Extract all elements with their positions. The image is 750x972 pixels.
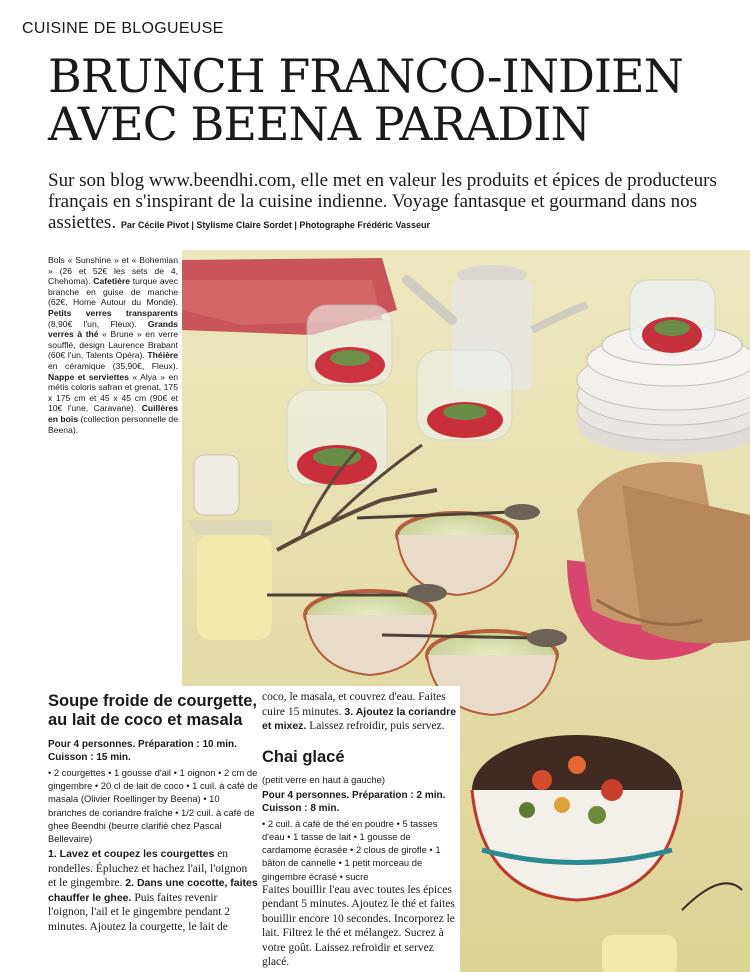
intro-text: Sur son blog www.beendhi.com, elle met en valeur les produits et épices de producteurs français en s'inspirant de la cuisine indienne. Voyage fantasque et gourmand dans nos assiettes. xyxy=(48,170,717,233)
recipe1-title: Soupe froide de courgette, au lait de coco et masala xyxy=(48,692,258,729)
recipe1-meta-prep: Pour 4 personnes. Préparation : 10 min. xyxy=(48,739,237,750)
intro-paragraph xyxy=(48,170,748,236)
sidebar-p3: (8,90€ l'un, Fleux). xyxy=(48,318,137,329)
recipe1-step3-bold: 3. Ajoutez la coriandre et mixez. xyxy=(262,705,457,732)
recipe2-title: Chai glacé xyxy=(262,747,345,766)
recipe1-step3: Laissez refroidir, puis servez. xyxy=(309,720,445,732)
sidebar-p7: (collection personnelle de Beena). xyxy=(48,413,178,435)
sidebar-p4: « Brune » en verre soufflé, design Laurence Brabant (60€ l'un, Talents Opéra). xyxy=(48,329,178,361)
sidebar-p2: turque avec branche en guise de manche (62€, Home Autour du Monde). xyxy=(48,276,179,308)
title-line-2: AVEC BEENA PARADIN xyxy=(48,97,590,151)
recipe2-meta-cook: Cuisson : 8 min. xyxy=(262,802,340,814)
recipe1-step2-bold: 2. Dans une cocotte, faites chauffer le ghee. xyxy=(48,877,258,904)
sidebar-p6: « Alya » en métis coloris safran et grenat, 175 x 175 cm et 45 x 45 cm (90€ et 10€ l'une, Caravane). xyxy=(48,371,179,414)
recipe2-subtitle: (petit verre en haut à gauche) xyxy=(262,773,385,785)
credits: Par Cécile Pivot | Stylisme Claire Sordet | Photographe Frédéric Vasseur xyxy=(120,220,430,230)
recipe1-steps xyxy=(48,847,258,934)
sidebar-p5-bold: Théière xyxy=(147,350,178,361)
title-line-1: BRUNCH FRANCO-INDIEN xyxy=(48,49,683,103)
section-label: CUISINE DE BLOGUEUSE xyxy=(22,20,224,37)
recipe1-continuation xyxy=(262,690,462,734)
recipe2-ingredients: • 2 cuil. à café de thé en poudre • 5 tasses d'eau • 1 tasse de lait • 1 gousse de cardamome écrasée • 2 clous de girofle • 1 bâton de cannelle • 1 petit morceau de gingembre écrasé • sucre xyxy=(262,817,441,882)
sidebar-p5: en céramique (35,90€, Fleux). xyxy=(48,360,178,371)
recipe-column-2 xyxy=(262,690,462,970)
recipe1-meta-cook: Cuisson : 15 min. xyxy=(48,752,131,763)
recipe-soupe xyxy=(48,692,258,934)
recipe2-steps: Faites bouillir l'eau avec toutes les épices pendant 5 minutes. Ajoutez le thé et faites bouillir encore 10 secondes. Incorporez le lait. Filtrez le thé et mélangez. Sucrez à votre goût. Laissez refroidir et servez glacé. xyxy=(262,883,455,969)
recipe1-step2: Puis faites revenir l'oignon, l'ail et le gingembre pendant 2 minutes. Ajoutez la courgette, le lait de xyxy=(48,891,231,933)
recipe1-ingredients: • 2 courgettes • 1 gousse d'ail • 1 oignon • 2 cm de gingembre • 20 cl de lait de coco • 1 cuil. à café de masala (Olivier Roellinger by Beena) • 10 branches de coriandre fraîche • 1/2 cuil. à café de ghee Beendhi (beurre clarifié chez Pascal Bellevaire) xyxy=(48,767,258,845)
sidebar-p3-bold: Petits verres transparents xyxy=(48,307,178,318)
recipe1-cont: coco, le masala, et couvrez d'eau. Faites cuire 15 minutes. xyxy=(262,691,446,718)
recipe1-step1-bold: 1. Lavez et coupez les courgettes xyxy=(48,848,215,861)
sidebar-p2-bold: Cafetière xyxy=(93,276,131,287)
sidebar-p1: Bols « Sunshine » et « Bohemian » (26 et 52€ les sets de 4, Chehoma). xyxy=(48,255,178,287)
sidebar-credits xyxy=(48,255,178,435)
sidebar-p7-bold: Cuillères en bois xyxy=(48,403,179,424)
recipe1-step1: en rondelles. Épluchez et hachez l'ail, l'oignon et le gingembre. xyxy=(48,848,248,890)
sidebar-p4-bold: Grands verres à thé xyxy=(48,318,179,340)
page-title xyxy=(48,49,683,151)
recipe2-meta-prep: Pour 4 personnes. Préparation : 2 min. xyxy=(262,789,446,801)
sidebar-p6-bold: Nappe et serviettes xyxy=(48,371,129,382)
